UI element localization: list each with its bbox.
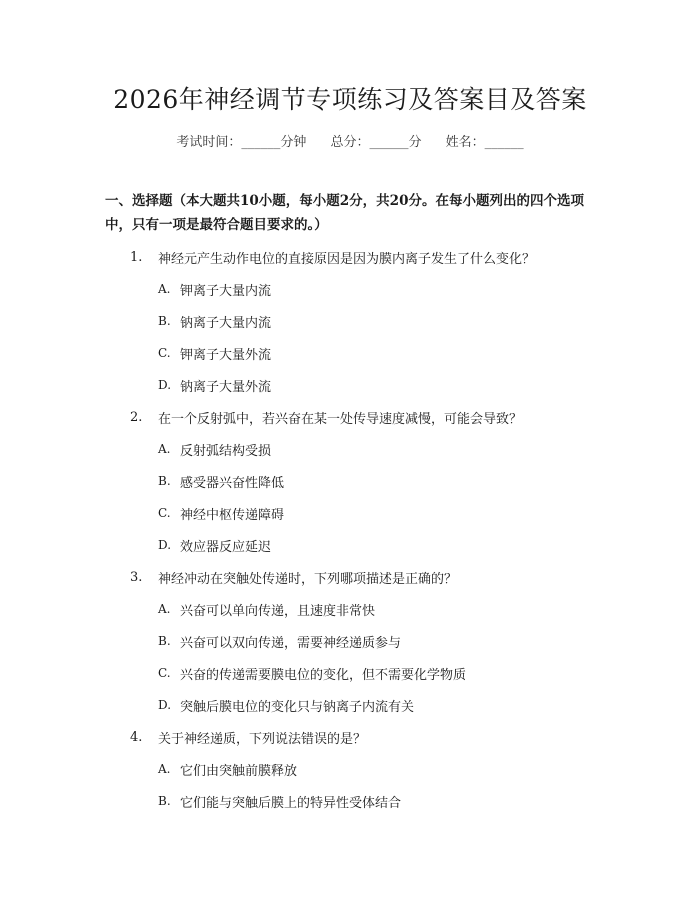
- option-text: 它们能与突触后膜上的特异性受体结合: [180, 795, 402, 811]
- exam-meta-line: [0, 131, 700, 150]
- option-d: [0, 529, 700, 561]
- option-text: 兴奋可以双向传递，需要神经递质参与: [180, 635, 402, 651]
- option-letter: C.: [158, 506, 171, 520]
- question-1: [0, 241, 700, 401]
- option-letter: A.: [158, 282, 171, 296]
- question-stem: [0, 561, 700, 593]
- option-text: 钠离子大量外流: [180, 379, 272, 395]
- question-number: 1.: [130, 249, 143, 265]
- option-text: 钾离子大量内流: [180, 283, 272, 299]
- option-text: 效应器反应延迟: [180, 539, 272, 555]
- question-text: 关于神经递质，下列说法错误的是？: [158, 731, 367, 747]
- total-score-field: 总分：______分: [330, 135, 422, 150]
- option-b: [0, 465, 700, 497]
- option-letter: B.: [158, 314, 171, 328]
- question-3: [0, 561, 700, 721]
- option-letter: A.: [158, 762, 171, 776]
- question-text: 在一个反射弧中，若兴奋在某一处传导速度减慢，可能会导致？: [158, 411, 523, 427]
- question-stem: [0, 241, 700, 273]
- option-letter: B.: [158, 474, 171, 488]
- option-letter: D.: [158, 538, 172, 552]
- option-d: [0, 689, 700, 721]
- question-4: [0, 721, 700, 817]
- option-a: [0, 433, 700, 465]
- option-c: [0, 497, 700, 529]
- option-c: [0, 657, 700, 689]
- question-stem: [0, 401, 700, 433]
- page-title: 2026年神经调节专项练习及答案目及答案: [113, 85, 587, 114]
- option-c: [0, 337, 700, 369]
- option-letter: D.: [158, 698, 172, 712]
- question-2: [0, 401, 700, 561]
- section-heading: 一、选择题（本大题共10小题，每小题2分，共20分。在每小题列出的四个选项中，只有一项是最符合题目要求的。）: [105, 193, 584, 233]
- option-text: 钠离子大量内流: [180, 315, 272, 331]
- question-text: 神经元产生动作电位的直接原因是因为膜内离子发生了什么变化？: [158, 251, 536, 267]
- option-letter: B.: [158, 794, 171, 808]
- option-text: 反射弧结构受损: [180, 443, 272, 459]
- option-letter: C.: [158, 666, 171, 680]
- question-number: 2.: [130, 409, 143, 425]
- option-letter: C.: [158, 346, 171, 360]
- option-letter: A.: [158, 442, 171, 456]
- option-text: 钾离子大量外流: [180, 347, 272, 363]
- option-letter: B.: [158, 634, 171, 648]
- option-letter: A.: [158, 602, 171, 616]
- question-number: 4.: [130, 729, 143, 745]
- option-d: [0, 369, 700, 401]
- exam-time-field: 考试时间：______分钟: [176, 135, 307, 150]
- option-a: [0, 753, 700, 785]
- option-text: 兴奋的传递需要膜电位的变化，但不需要化学物质: [180, 667, 467, 683]
- question-number: 3.: [130, 569, 143, 585]
- option-list: [0, 593, 700, 721]
- option-text: 兴奋可以单向传递，且速度非常快: [180, 603, 376, 619]
- option-b: [0, 625, 700, 657]
- option-letter: D.: [158, 378, 172, 392]
- option-list: [0, 273, 700, 401]
- option-a: [0, 593, 700, 625]
- option-b: [0, 305, 700, 337]
- option-text: 突触后膜电位的变化只与钠离子内流有关: [180, 699, 415, 715]
- option-list: [0, 753, 700, 817]
- student-name-field: 姓名：______: [445, 135, 524, 150]
- option-text: 感受器兴奋性降低: [180, 475, 285, 491]
- option-list: [0, 433, 700, 561]
- option-b: [0, 785, 700, 817]
- option-text: 它们由突触前膜释放: [180, 763, 298, 779]
- question-stem: [0, 721, 700, 753]
- option-text: 神经中枢传递障碍: [180, 507, 285, 523]
- question-list: [0, 241, 700, 817]
- option-a: [0, 273, 700, 305]
- question-text: 神经冲动在突触处传递时，下列哪项描述是正确的？: [158, 571, 458, 587]
